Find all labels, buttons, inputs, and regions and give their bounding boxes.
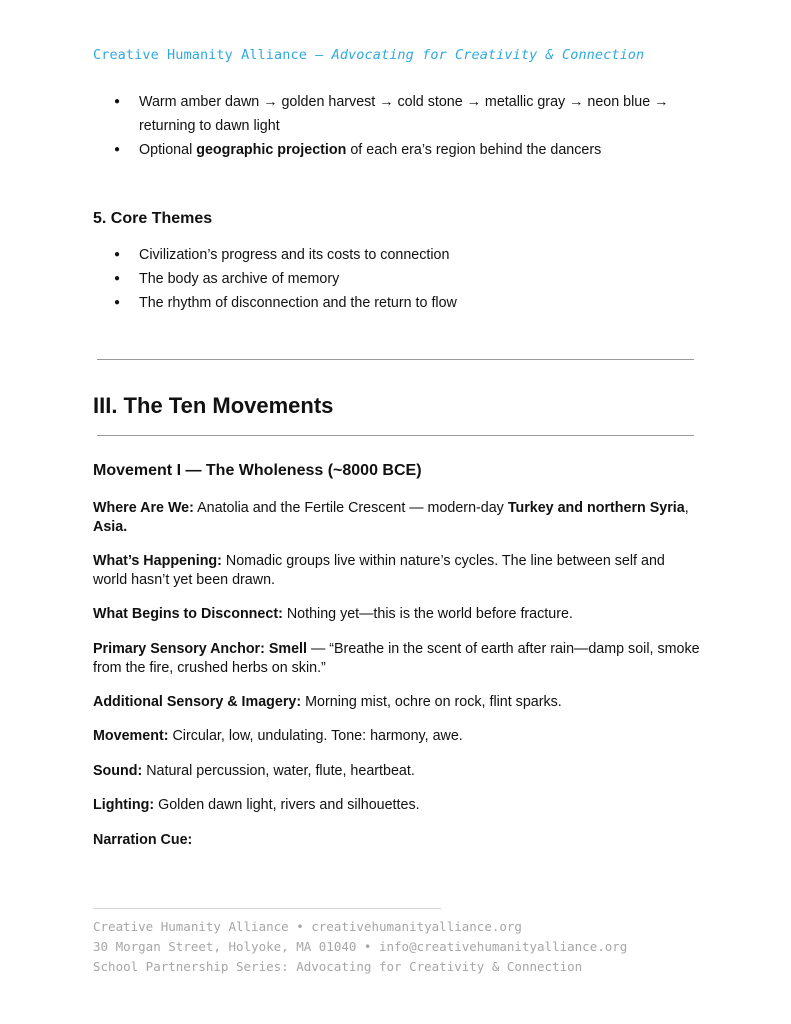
field-label: Movement: [93,728,169,744]
field-text: Golden dawn light, rivers and silhouettes. [154,797,420,813]
theme-text: The body as archive of memory [139,271,340,287]
field-lighting [93,796,701,815]
field-label: What Begins to Disconnect: [93,606,283,622]
field-text: Nothing yet—this is the world before fracture. [282,606,573,622]
list-item [93,267,703,291]
field-bold: Turkey and northern Syria [507,500,685,516]
field-text: Natural percussion, water, flute, heartbeat. [142,763,415,779]
field-bold: Asia. [93,519,128,535]
field-label: What’s Happening: [93,553,222,569]
field-what-begins-to-disconnect [93,605,701,624]
horizontal-rule [97,435,694,436]
section-heading-core-themes: 5. Core Themes [93,210,213,227]
field-bold: Smell [264,641,308,657]
field-text: — “Breathe in the scent of earth after rain—damp soil, smoke from the fire, crushed herbs on skin.” [93,641,700,676]
field-whats-happening [93,552,701,590]
bullet-text: Warm amber dawn → golden harvest → cold stone → metallic gray → neon blue → returning to dawn light [139,94,669,134]
field-label: Additional Sensory & Imagery: [93,694,302,710]
field-label: Narration Cue: [93,832,193,848]
field-label: Sound: [93,763,143,779]
list-item [93,90,703,138]
core-themes-list [93,243,703,315]
bullet-text-pre: Optional [139,142,197,158]
field-text: , [684,500,689,516]
footer-divider [93,908,441,909]
footer-line-series: School Partnership Series: Advocating for Creativity & Connection [93,959,583,974]
field-label: Lighting: [93,797,155,813]
header-separator: — [306,47,332,63]
part-heading: III. The Ten Movements [93,393,334,418]
field-movement [93,727,701,746]
field-label: Primary Sensory Anchor: [93,641,265,657]
header-tagline: Advocating for Creativity & Connection [331,47,645,63]
field-primary-sensory-anchor [93,640,701,678]
list-item [93,138,703,162]
field-label: Where Are We: [93,500,194,516]
field-where-are-we [93,499,701,537]
field-narration-cue [93,831,701,850]
field-text: Nomadic groups live within nature’s cycles. The line between self and world hasn’t yet been drawn. [93,553,665,588]
header-org: Creative Humanity Alliance [93,47,307,63]
page-header [93,47,644,63]
field-additional-sensory-imagery [93,693,701,712]
theme-text: The rhythm of disconnection and the return to flow [139,295,457,311]
list-item [93,291,703,315]
field-sound [93,762,701,781]
theme-text: Civilization’s progress and its costs to connection [139,247,450,263]
list-item [93,243,703,267]
bullet-text-post: of each era’s region behind the dancers [346,142,602,158]
footer-line-address: 30 Morgan Street, Holyoke, MA 01040 • info@creativehumanityalliance.org [93,939,628,954]
field-text: Circular, low, undulating. Tone: harmony, awe. [168,728,463,744]
field-text: Anatolia and the Fertile Crescent — modern-day [193,500,508,516]
field-text: Morning mist, ochre on rock, flint sparks. [301,694,562,710]
movement-heading: Movement I — The Wholeness (~8000 BCE) [93,462,422,479]
bullet-text-bold: geographic projection [196,142,347,158]
lighting-bullet-list [93,90,703,162]
horizontal-rule [97,359,694,360]
footer-line-contact: Creative Humanity Alliance • creativehumanityalliance.org [93,919,522,934]
